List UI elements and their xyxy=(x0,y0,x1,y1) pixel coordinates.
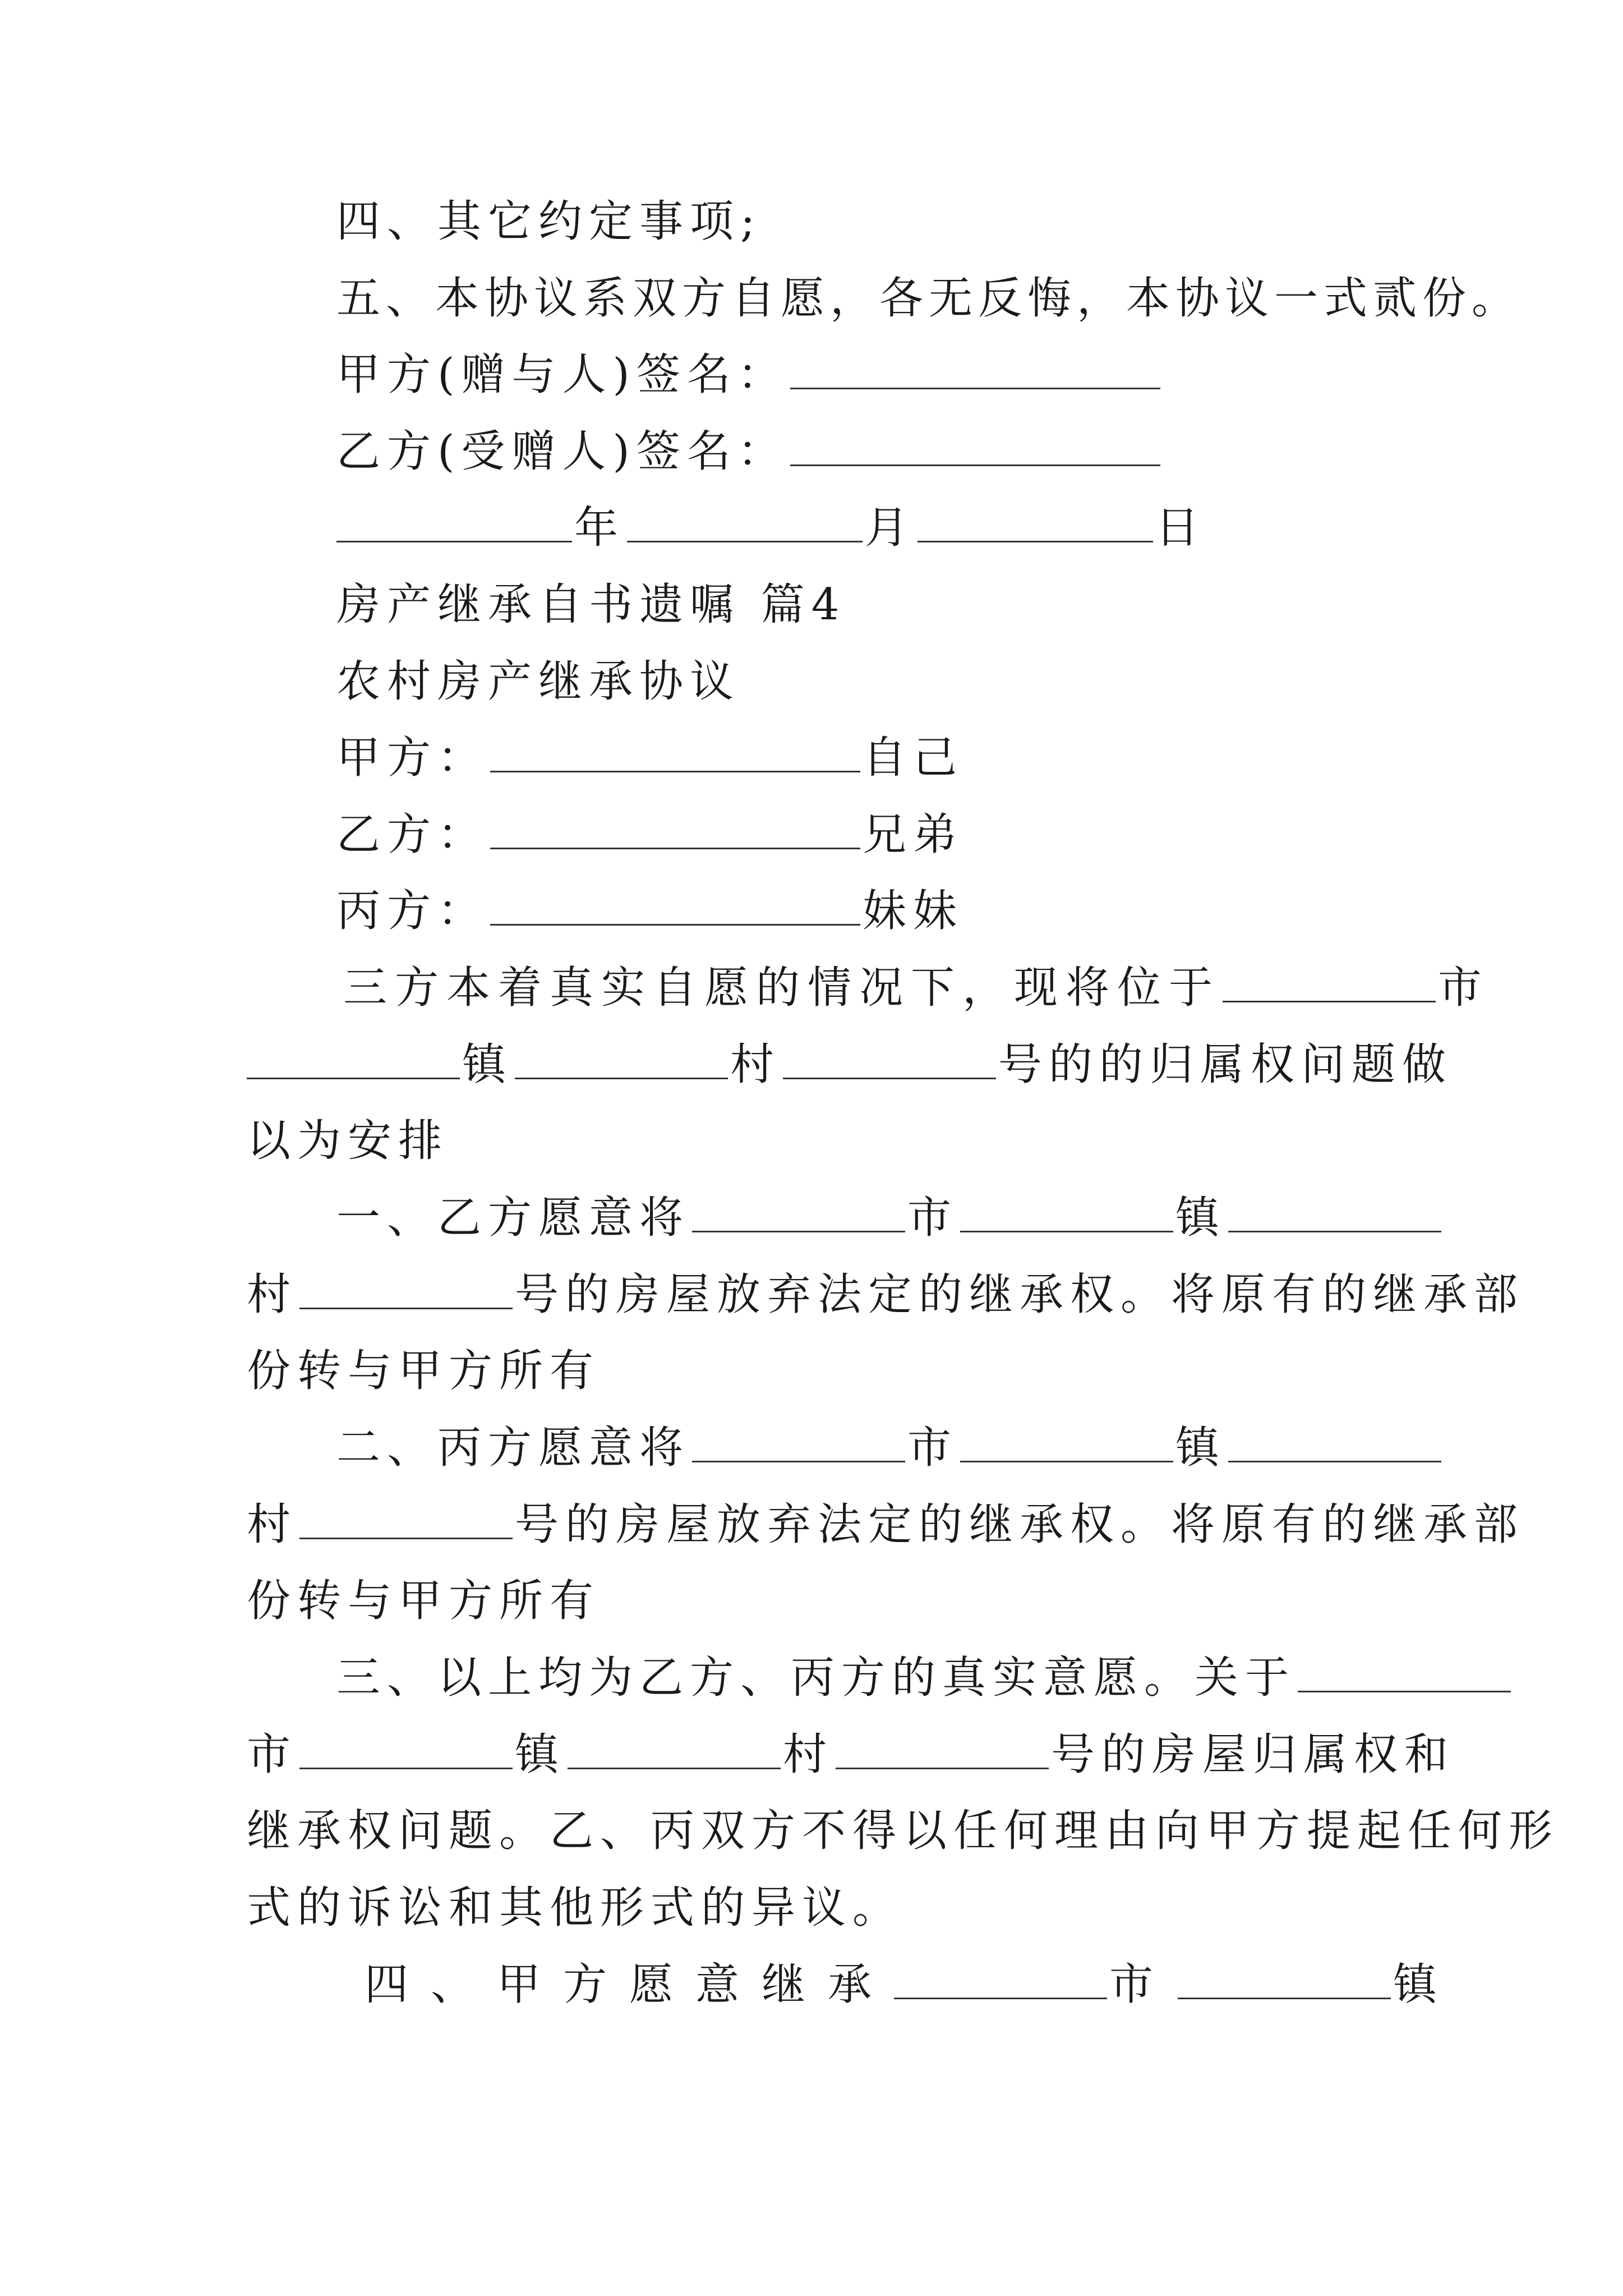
party-b-blank[interactable] xyxy=(490,813,860,849)
clause-three-line-1: 三、以上均为乙方、丙方的真实意愿。关于 xyxy=(336,1650,1513,1706)
date-row: 年 月 日 xyxy=(336,500,1206,556)
clause-three-line-2: 市 镇 村 号的房屋归属权和 xyxy=(247,1729,1455,1780)
signature-blank-b[interactable] xyxy=(790,430,1160,466)
preamble-line-1: 三方本着真实自愿的情况下，现将位于 市 xyxy=(343,963,1490,1013)
preamble-city-blank[interactable] xyxy=(1223,966,1436,1002)
clause-two-number-blank[interactable] xyxy=(299,1503,513,1539)
clause-one-number-blank[interactable] xyxy=(299,1273,513,1309)
party-a-row: 甲方： 自己 xyxy=(336,733,964,783)
preamble-village-blank[interactable] xyxy=(515,1043,728,1079)
clause-three-town-blank[interactable] xyxy=(299,1733,513,1769)
preamble-line-2: 镇 村 号的的归属权问题做 xyxy=(247,1037,1453,1093)
preamble-line-3: 以为安排 xyxy=(247,1116,449,1166)
clause-three-line-3: 继承权问题。乙、丙双方不得以任何理由向甲方提起任何形 xyxy=(247,1806,1560,1856)
item-four-other: 四、其它约定事项; xyxy=(336,196,762,247)
clause-two-city-blank[interactable] xyxy=(692,1426,905,1462)
clause-two-line-3: 份转与甲方所有 xyxy=(247,1576,601,1626)
party-b-signature-row: 乙方(受赠人)签名： xyxy=(336,424,1163,480)
clause-four-city-blank[interactable] xyxy=(894,1963,1107,1999)
clause-four-line-1: 四、甲方愿意继承 市 镇 xyxy=(365,1959,1460,2010)
clause-two-line-1: 二、丙方愿意将 市 镇 xyxy=(336,1420,1444,1476)
clause-two-line-2: 村 号的房屋放弃法定的继承权。将原有的继承部 xyxy=(247,1499,1525,1550)
party-a-signature-row: 甲方(赠与人)签名： xyxy=(336,347,1163,403)
party-b-row: 乙方： 兄弟 xyxy=(336,809,964,860)
clause-two-town-blank[interactable] xyxy=(960,1426,1173,1462)
party-c-row: 丙方： 妹妹 xyxy=(336,886,964,936)
clause-four-town-blank[interactable] xyxy=(1178,1963,1391,1999)
item-five-agreement: 五、本协议系双方自愿，各无反悔，本协议一式贰份。 xyxy=(336,273,1521,324)
clause-three-number-blank[interactable] xyxy=(836,1733,1049,1769)
clause-three-city-blank[interactable] xyxy=(1298,1656,1511,1692)
year-blank[interactable] xyxy=(336,506,572,542)
clause-three-line-4: 式的诉讼和其他形式的异议。 xyxy=(247,1883,903,1933)
preamble-number-blank[interactable] xyxy=(783,1043,996,1079)
clause-one-city-blank[interactable] xyxy=(692,1196,905,1232)
party-a-blank[interactable] xyxy=(490,736,860,772)
party-c-blank[interactable] xyxy=(490,889,860,926)
clause-one-line-2: 村 号的房屋放弃法定的继承权。将原有的继承部 xyxy=(247,1269,1525,1320)
day-blank[interactable] xyxy=(917,506,1153,542)
month-blank[interactable] xyxy=(627,506,863,542)
preamble-town-blank[interactable] xyxy=(247,1043,460,1079)
clause-three-village-blank[interactable] xyxy=(568,1733,781,1769)
agreement-title: 农村房产继承协议 xyxy=(336,656,741,707)
clause-one-line-1: 一、乙方愿意将 市 镇 xyxy=(336,1190,1444,1246)
clause-one-town-blank[interactable] xyxy=(960,1196,1173,1232)
signature-blank-a[interactable] xyxy=(790,353,1160,389)
section-heading: 房产继承自书遗嘱 篇4 xyxy=(336,579,846,630)
clause-one-line-3: 份转与甲方所有 xyxy=(247,1346,601,1396)
clause-two-village-blank[interactable] xyxy=(1228,1426,1441,1462)
clause-one-village-blank[interactable] xyxy=(1228,1196,1441,1232)
